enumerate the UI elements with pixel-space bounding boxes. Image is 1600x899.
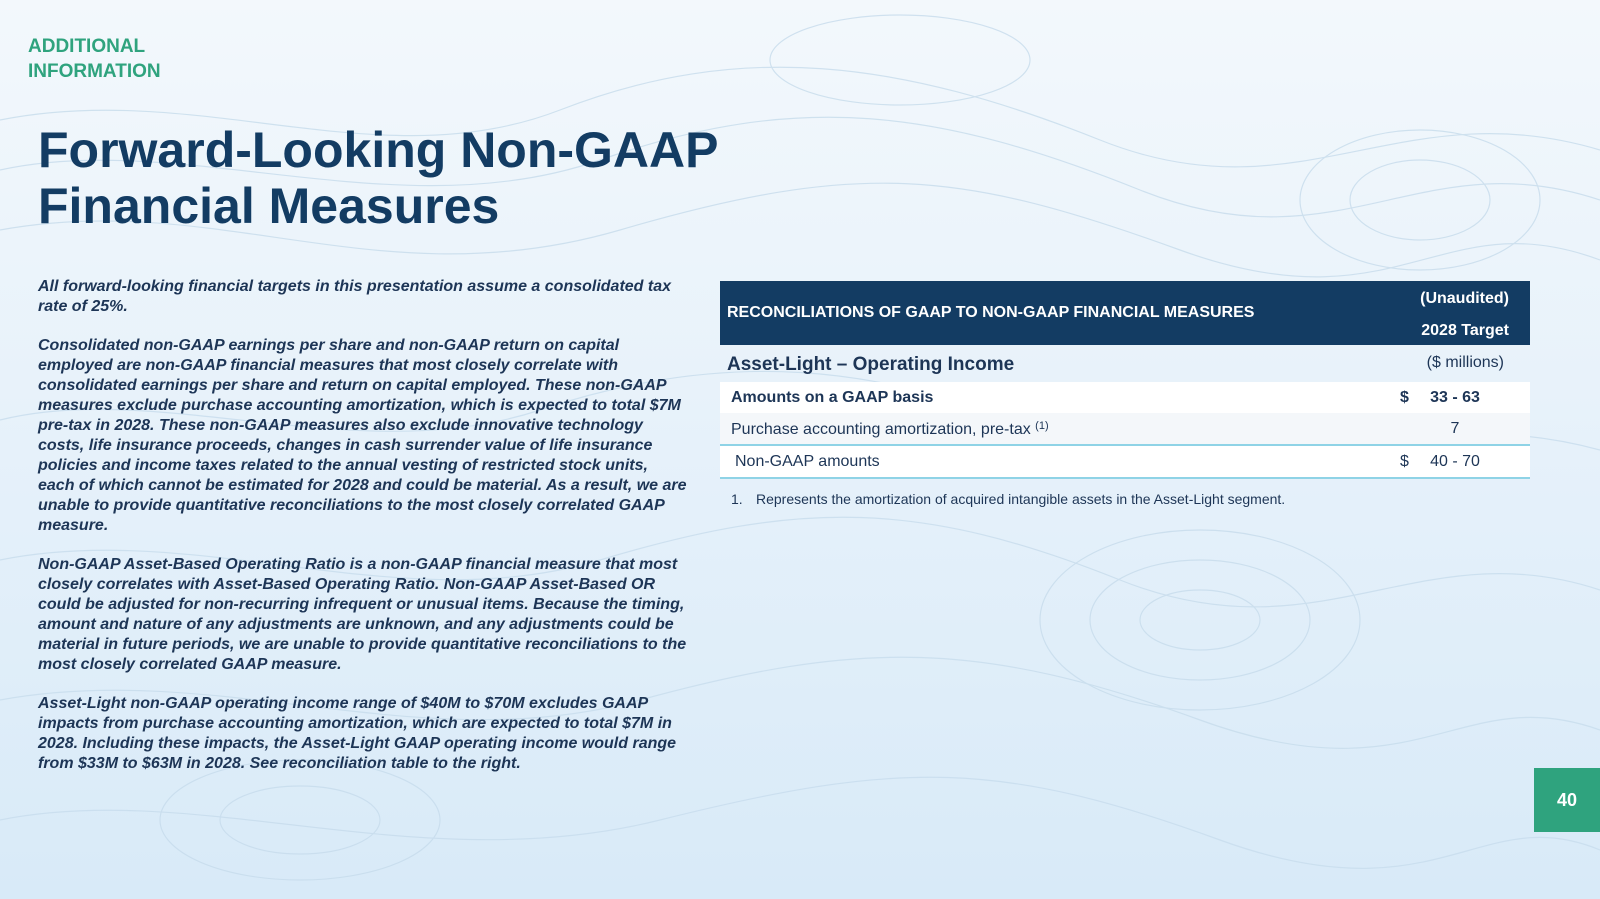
row-value: 33 - 63 (1430, 389, 1480, 406)
paragraph-asset-light: Asset-Light non-GAAP operating income range of $40M to $70M excludes GAAP impacts from purchase accounting amortization, which are expected to total $7M in 2028. Including these impacts, the Asset-Light GAAP operating income would range from $33M to $63M in 2028. See reconciliation table to the right. (38, 695, 677, 772)
table-header-unaudited: (Unaudited) (1420, 290, 1509, 307)
row-dollar-sign: $ (1400, 389, 1409, 406)
table-row (720, 446, 1530, 479)
row-label: Non-GAAP amounts (735, 453, 880, 470)
table-header-target: 2028 Target (1421, 322, 1509, 339)
row-label: Purchase accounting amortization, pre-tax (731, 421, 1031, 438)
section-label (28, 34, 161, 84)
paragraph-operating-ratio: Non-GAAP Asset-Based Operating Ratio is a non-GAAP financial measure that most closely correlates with Asset-Based Operating Ratio. Non-GAAP Asset-Based OR could be adjusted for non-recurring infrequent or unusual items. Because the timing, amount and nature of any adjustments are unknown, and any adjustments could be material in future periods, we are unable to provide quantitative reconciliations to the most closely correlated GAAP measure. (38, 556, 687, 673)
body-text (38, 277, 688, 793)
row-dollar-sign: $ (1400, 453, 1409, 470)
table-header (720, 281, 1530, 345)
table-row (720, 382, 1530, 413)
table-row (720, 413, 1530, 446)
page-number: 40 (1556, 789, 1578, 810)
row-label: Amounts on a GAAP basis (731, 389, 934, 406)
footnote-reference: (1) (1035, 420, 1049, 432)
table-header-title: RECONCILIATIONS OF GAAP TO NON-GAAP FINANCIAL MEASURES (727, 304, 1255, 321)
paragraph-tax-rate: All forward-looking financial targets in this presentation assume a consolidated tax rate of 25%. (38, 278, 672, 315)
row-value: 7 (1450, 420, 1460, 437)
page-title-line-2: Financial Measures (38, 178, 500, 234)
row-value: 40 - 70 (1430, 453, 1480, 470)
page-number-badge (1534, 768, 1600, 832)
page-title-line-1: Forward-Looking Non-GAAP (38, 122, 719, 178)
segment-unit: ($ millions) (1426, 354, 1504, 371)
row-label-wrapper (731, 420, 1049, 439)
footnote-number: 1. (731, 491, 743, 507)
section-label-line-2: INFORMATION (28, 61, 161, 82)
footnote-text: Represents the amortization of acquired intangible assets in the Asset-Light segment. (756, 491, 1286, 507)
page-title (38, 122, 719, 234)
reconciliation-table (720, 281, 1530, 507)
segment-row (720, 345, 1530, 382)
table-footnote (720, 491, 1530, 507)
segment-title: Asset-Light – Operating Income (727, 354, 1015, 375)
section-label-line-1: ADDITIONAL (28, 36, 146, 57)
paragraph-eps-roce: Consolidated non-GAAP earnings per share and non-GAAP return on capital employed are non-GAAP financial measures that most closely correlate with consolidated earnings per share and return on capital employed. These non-GAAP measures exclude purchase accounting amortization, which is expected to total $7M pre-tax in 2028. These non-GAAP measures also exclude innovative technology costs, life insurance proceeds, changes in cash surrender value of life insurance policies and income taxes related to the annual vesting of restricted stock units, each of which cannot be estimated for 2028 and could be material. As a result, we are unable to provide quantitative reconciliations to the most closely correlated GAAP measure. (38, 337, 687, 534)
